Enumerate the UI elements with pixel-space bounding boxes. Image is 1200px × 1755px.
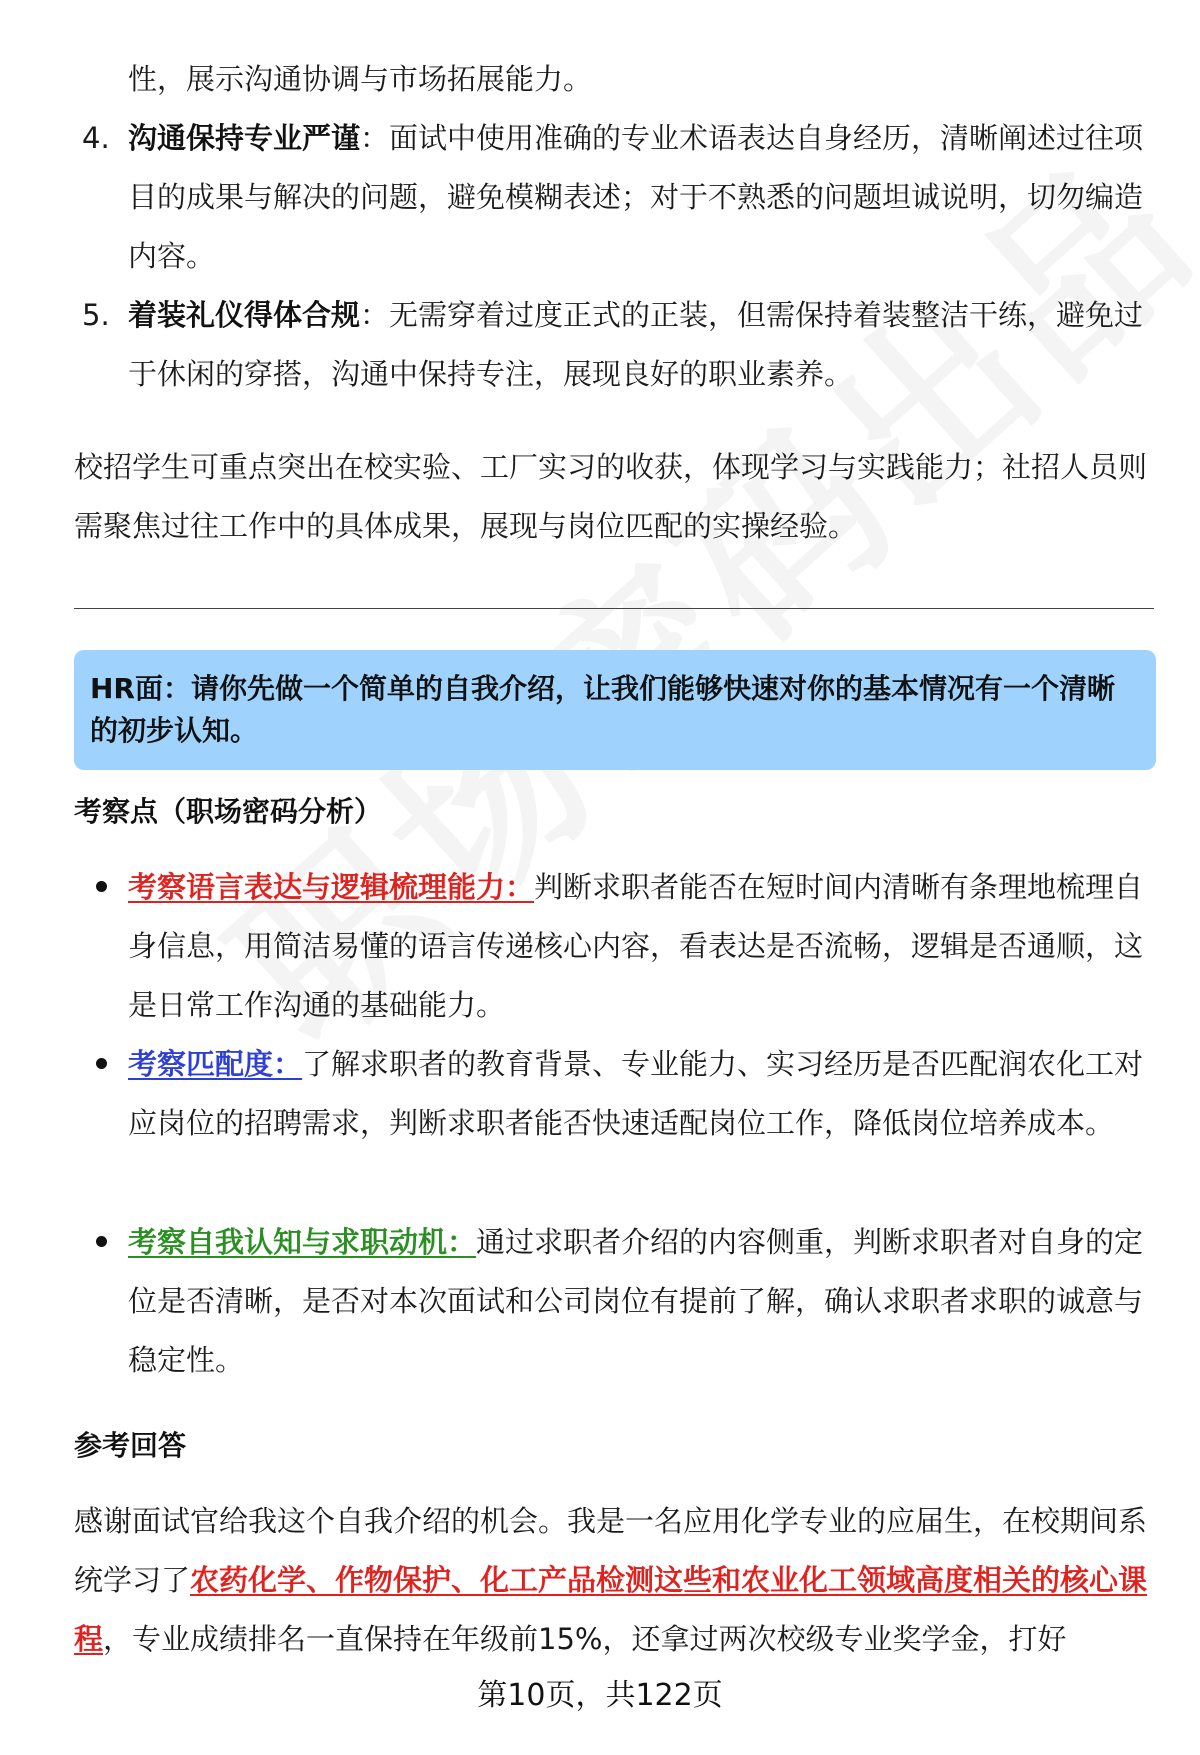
- bullet-text: 通过求职者介绍的内容侧重，判断求职者对自身的定位是否清晰，是否对本次面试和公司岗位有提前了解，确认求职者求职的诚意与稳定性。: [128, 1225, 1144, 1377]
- bullet-item-match: [96, 1035, 1156, 1153]
- bullet-label: 考察语言表达与逻辑梳理能力：: [128, 870, 535, 904]
- item-text: ：无需穿着过度正式的正装，但需保持着装整洁干练，避免过于休闲的穿搭，沟通中保持专注，展现良好的职业素养。: [128, 298, 1144, 391]
- analysis-heading: 考察点（职场密码分析）: [74, 795, 383, 828]
- question-callout: [74, 650, 1156, 770]
- bullet-body: [128, 858, 1156, 1035]
- bullet-body: [128, 1035, 1156, 1153]
- bullet-text: 了解求职者的教育背景、专业能力、实习经历是否匹配润农化工对应岗位的招聘需求，判断求职者能否快速适配岗位工作，降低岗位培养成本。: [128, 1047, 1144, 1140]
- question-text: HR面：请你先做一个简单的自我介绍，让我们能够快速对你的基本情况有一个清晰的初步认知。: [90, 672, 1115, 747]
- bullet-item-motivation: [96, 1213, 1156, 1390]
- item-title: 着装礼仪得体合规: [128, 298, 361, 332]
- bullet-item-language: [96, 858, 1156, 1035]
- item-text: ：面试中使用准确的专业术语表达自身经历，清晰阐述过往项目的成果与解决的问题，避免模糊表述；对于不熟悉的问题坦诚说明，切勿编造内容。: [128, 121, 1144, 273]
- summary-paragraph: 校招学生可重点突出在校实验、工厂实习的收获，体现学习与实践能力；社招人员则需聚焦过往工作中的具体成果，展现与岗位匹配的实操经验。: [74, 450, 1148, 543]
- numbered-item-4: [82, 109, 1152, 286]
- numbered-item-5: [82, 286, 1152, 404]
- item-title: 沟通保持专业严谨: [128, 121, 361, 155]
- answer-heading: 参考回答: [74, 1429, 187, 1462]
- item-body: [128, 109, 1152, 286]
- bullet-label: 考察匹配度：: [128, 1047, 303, 1081]
- item-number: 5.: [82, 298, 110, 332]
- page-footer: 第10页，共122页: [477, 1678, 723, 1713]
- answer-text-part2: ，专业成绩排名一直保持在年级前15%，还拿过两次校级专业奖学金，打好: [103, 1622, 1067, 1656]
- item-number: 4.: [82, 121, 110, 155]
- bullet-label: 考察自我认知与求职动机：: [128, 1225, 477, 1259]
- answer-highlight: 农药化学、作物保护、化工产品检测这些和农业化工领域高度相关的核心课程: [74, 1563, 1148, 1656]
- bullet-text: 判断求职者能否在短时间内清晰有条理地梳理自身信息，用简洁易懂的语言传递核心内容，看表达是否流畅，逻辑是否通顺，这是日常工作沟通的基础能力。: [128, 870, 1144, 1022]
- answer-text-part1: 感谢面试官给我这个自我介绍的机会。我是一名应用化学专业的应届生，在校期间系统学习了: [74, 1504, 1148, 1597]
- bullet-dot: [96, 1236, 107, 1247]
- bullet-body: [128, 1213, 1156, 1390]
- bullet-dot: [96, 881, 107, 892]
- item-body: [128, 286, 1152, 404]
- bullet-dot: [96, 1058, 107, 1069]
- answer-paragraph: [74, 1492, 1154, 1669]
- section-divider: [74, 608, 1154, 609]
- item-3-continuation: 性，展示沟通协调与市场拓展能力。: [128, 62, 593, 96]
